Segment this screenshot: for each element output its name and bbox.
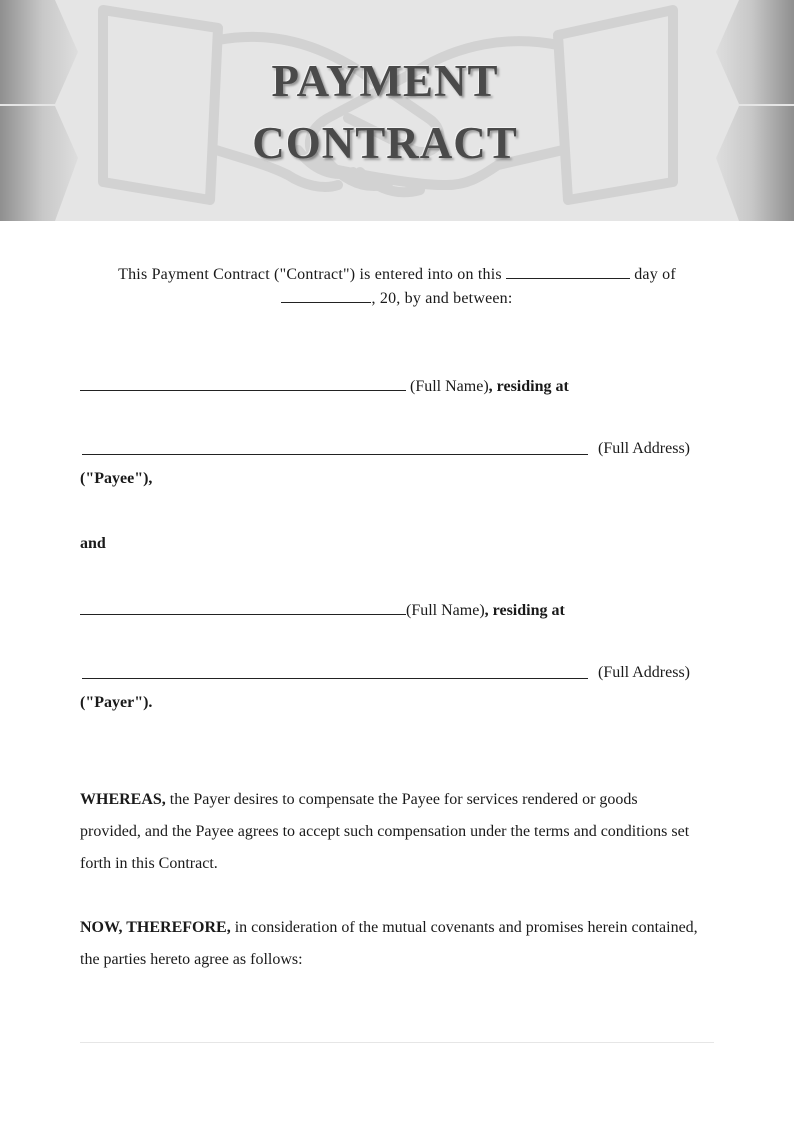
payer-role-label: ("Payer"). <box>80 694 153 711</box>
header-banner <box>0 0 794 221</box>
page-title <box>0 50 770 174</box>
title-line-1: PAYMENT <box>271 56 499 106</box>
and-label: and <box>80 535 106 552</box>
payee-role-label: ("Payee"), <box>80 470 153 487</box>
payee-name-blank[interactable] <box>80 374 406 391</box>
now-therefore-lead: NOW, THEREFORE, <box>80 919 231 936</box>
payer-address-line <box>82 662 690 682</box>
footer-divider <box>80 1042 714 1043</box>
payee-role <box>80 470 152 488</box>
payee-address-label: (Full Address) <box>598 440 690 457</box>
payee-residing-label: , residing at <box>488 378 569 395</box>
payee-name-line <box>80 374 569 396</box>
payer-role <box>80 694 152 712</box>
whereas-paragraph <box>80 784 700 880</box>
title-line-2: CONTRACT <box>252 118 518 168</box>
month-blank[interactable] <box>281 286 371 303</box>
whereas-text: the Payer desires to compensate the Payee for services rendered or goods provided, and the Payee agrees to accept such compensation under the terms and conditions set forth in this Contract. <box>80 791 690 872</box>
intro-text-3: , 20, by and between: <box>371 290 513 307</box>
payer-name-label: (Full Name) <box>406 602 485 619</box>
now-therefore-text: in consideration of the mutual covenants and promises herein contained, the parties hereto agree as follows: <box>80 919 698 968</box>
now-therefore-paragraph <box>80 912 700 976</box>
intro-paragraph <box>80 262 714 310</box>
payer-name-blank[interactable] <box>80 598 406 615</box>
payer-address-blank[interactable] <box>82 662 588 679</box>
whereas-lead: WHEREAS, <box>80 791 166 808</box>
payee-name-label: (Full Name) <box>410 378 489 395</box>
payer-name-line <box>80 598 565 620</box>
intro-text-2: day of <box>634 266 676 283</box>
intro-text-1: This Payment Contract ("Contract") is entered into on this <box>118 266 502 283</box>
payer-residing-label: , residing at <box>484 602 565 619</box>
payer-address-label: (Full Address) <box>598 664 690 681</box>
payee-address-line <box>82 438 690 458</box>
day-blank[interactable] <box>506 262 630 279</box>
payee-address-blank[interactable] <box>82 438 588 455</box>
and-line <box>80 535 106 553</box>
